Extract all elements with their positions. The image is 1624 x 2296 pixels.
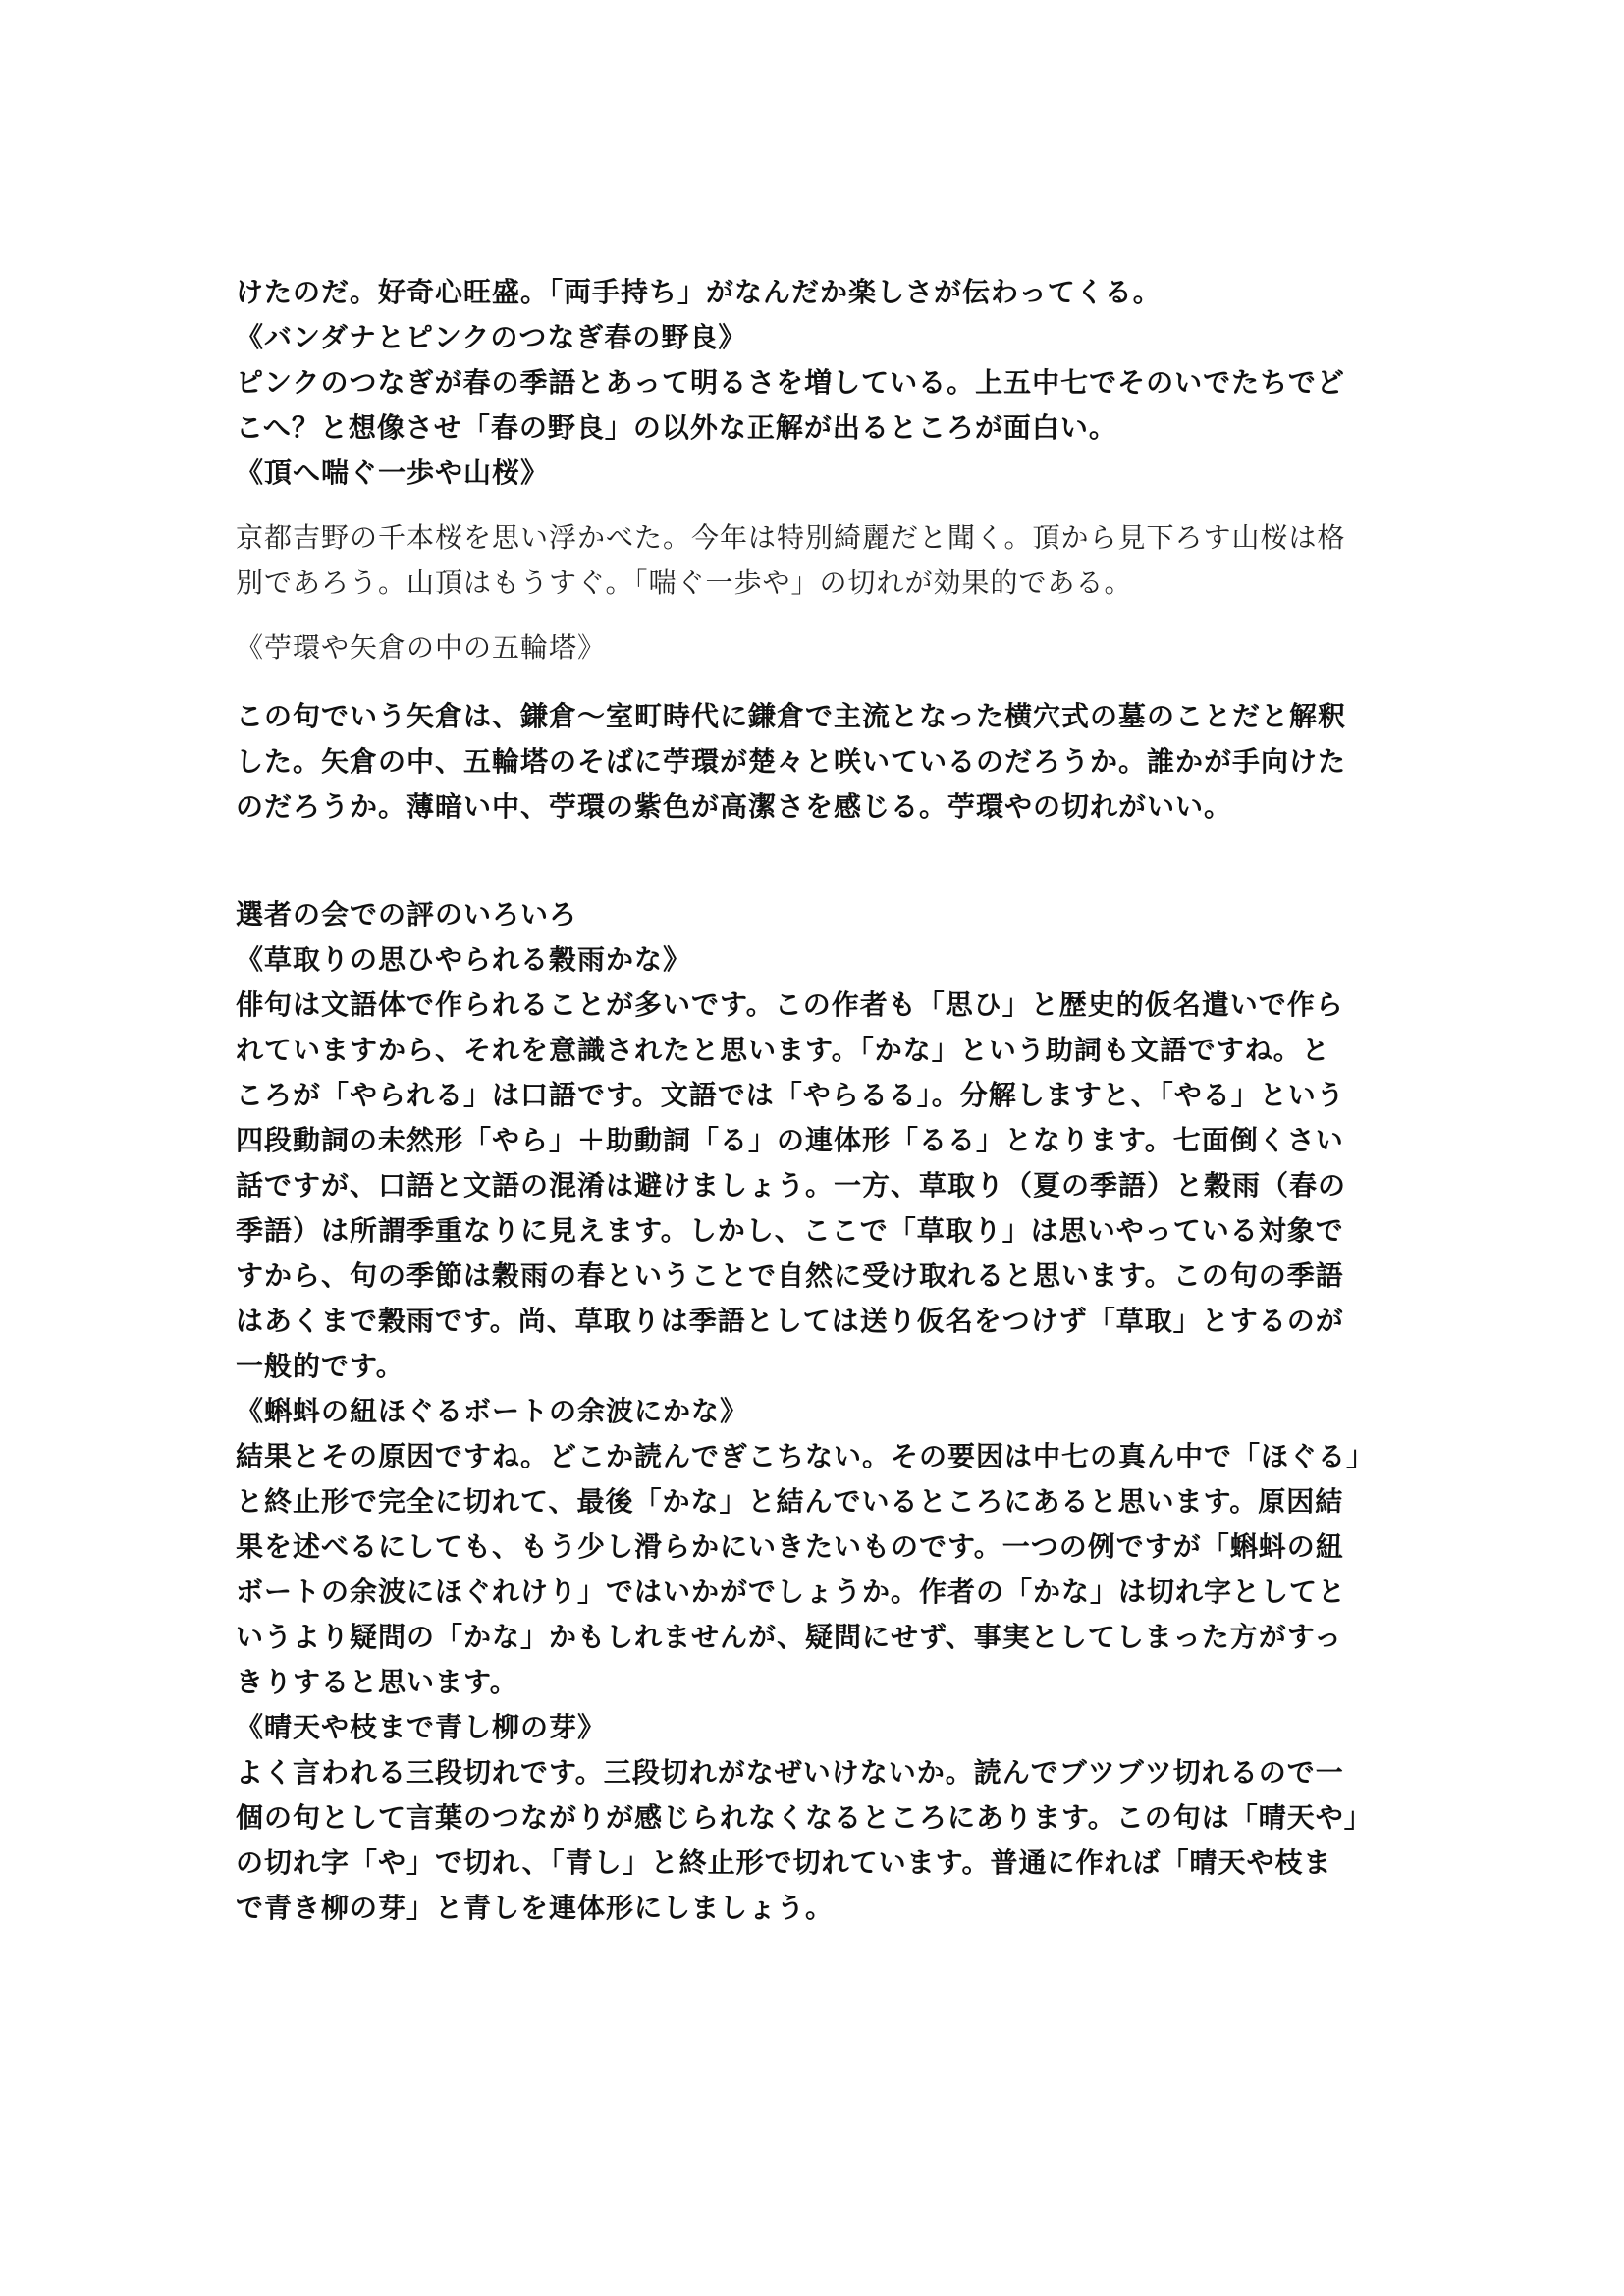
haiku-title-2: 《頂へ喘ぐ一歩や山桜》 [236, 456, 550, 489]
section-heading: 選者の会での評のいろいろ [236, 898, 578, 931]
comment-line: はあくまで穀雨です。尚、草取りは季語としては送り仮名をつけず「草取」とするのが [236, 1305, 1344, 1337]
haiku-title-1: 《バンダナとピンクのつなぎ春の野良》 [236, 321, 747, 353]
haiku-comment-4 [236, 983, 1414, 1389]
comment-line: 一般的です。 [236, 1350, 405, 1382]
haiku-comment-1 [236, 360, 1414, 451]
haiku-comment-2 [236, 515, 1414, 606]
comment-line: の切れ字「や」で切れ、「青し」と終止形で切れています。普通に作れば「晴天や枝ま [236, 1846, 1332, 1879]
haiku-title-4: 《草取りの思ひやられる穀雨かな》 [236, 943, 692, 976]
haiku-comment-5 [236, 1434, 1414, 1705]
comment-line: 四段動詞の未然形「やら」＋助動詞「る」の連体形「るる」となります。七面倒くさい [236, 1124, 1344, 1156]
haiku-comment-3 [236, 694, 1414, 829]
document-page [236, 270, 1414, 1931]
comment-line: ボートの余波にほぐれけり」ではいかがでしょうか。作者の「かな」は切れ字としてと [236, 1575, 1347, 1608]
comment-line: 京都吉野の千本桜を思い浮かべた。今年は特別綺麗だと聞く。頂から見下ろす山桜は格 [236, 521, 1346, 554]
comment-line: 話ですが、口語と文語の混淆は避けましょう。一方、草取り（夏の季語）と穀雨（春の [236, 1169, 1347, 1201]
comment-line: 俳句は文語体で作られることが多いです。この作者も「思ひ」と歴史的仮名遣いで作ら [236, 988, 1344, 1021]
comment-line: のだろうか。薄暗い中、苧環の紫色が高潔さを感じる。苧環やの切れがいい。 [236, 790, 1233, 823]
haiku-comment-6 [236, 1750, 1414, 1931]
comment-line: よく言われる三段切れです。三段切れがなぜいけないか。読んでブツブツ切れるので一 [236, 1756, 1344, 1789]
comment-line: 果を述べるにしても、もう少し滑らかにいきたいものです。一つの例ですが「蝌蚪の紐 [236, 1530, 1344, 1563]
comment-line: いうより疑問の「かな」かもしれませんが、疑問にせず、事実としてしまった方がすっ [236, 1621, 1343, 1653]
intro-line: けたのだ。好奇心旺盛。「両手持ち」がなんだか楽しさが伝わってくる。 [236, 276, 1162, 308]
comment-line: きりすると思います。 [236, 1666, 518, 1698]
comment-line: この句でいう矢倉は、鎌倉～室町時代に鎌倉で主流となった横穴式の墓のことだと解釈 [236, 700, 1347, 732]
comment-line: した。矢倉の中、五輪塔のそばに苧環が楚々と咲いているのだろうか。誰かが手向けた [236, 745, 1347, 777]
comment-line: れていますから、それを意識されたと思います。「かな」という助詞も文語ですね。と [236, 1034, 1330, 1066]
haiku-title-5: 《蝌蚪の紐ほぐるボートの余波にかな》 [236, 1395, 749, 1427]
haiku-title-3: 《苧環や矢倉の中の五輪塔》 [236, 631, 607, 664]
comment-line: 季語）は所謂季重なりに見えます。しかし、ここで「草取り」は思いやっている対象で [236, 1214, 1344, 1247]
comment-line: と終止形で完全に切れて、最後「かな」と結んでいるところにあると思います。原因結 [236, 1485, 1344, 1518]
comment-line: こへ？と想像させ「春の野良」の以外な正解が出るところが面白い。 [236, 411, 1117, 444]
comment-line: 別であろう。山頂はもうすぐ。「喘ぐ一歩や」の切れが効果的である。 [236, 566, 1133, 599]
comment-line: すから、句の季節は穀雨の春ということで自然に受け取れると思います。この句の季語 [236, 1259, 1344, 1292]
comment-line: ころが「やられる」は口語です。文語では「やらるる」。分解しますと、「やる」という [236, 1079, 1345, 1111]
comment-line: 結果とその原因ですね。どこか読んでぎこちない。その要因は中七の真ん中で「ほぐる」 [236, 1440, 1376, 1472]
comment-line: 個の句として言葉のつながりが感じられなくなるところにあります。この句は「晴天や」 [236, 1801, 1373, 1834]
comment-line: ピンクのつなぎが春の季語とあって明るさを増している。上五中七でそのいでたちでど [236, 366, 1345, 399]
haiku-title-6: 《晴天や枝まで青し柳の芽》 [236, 1711, 607, 1743]
comment-line: で青き柳の芽」と青しを連体形にしましょう。 [236, 1892, 835, 1924]
